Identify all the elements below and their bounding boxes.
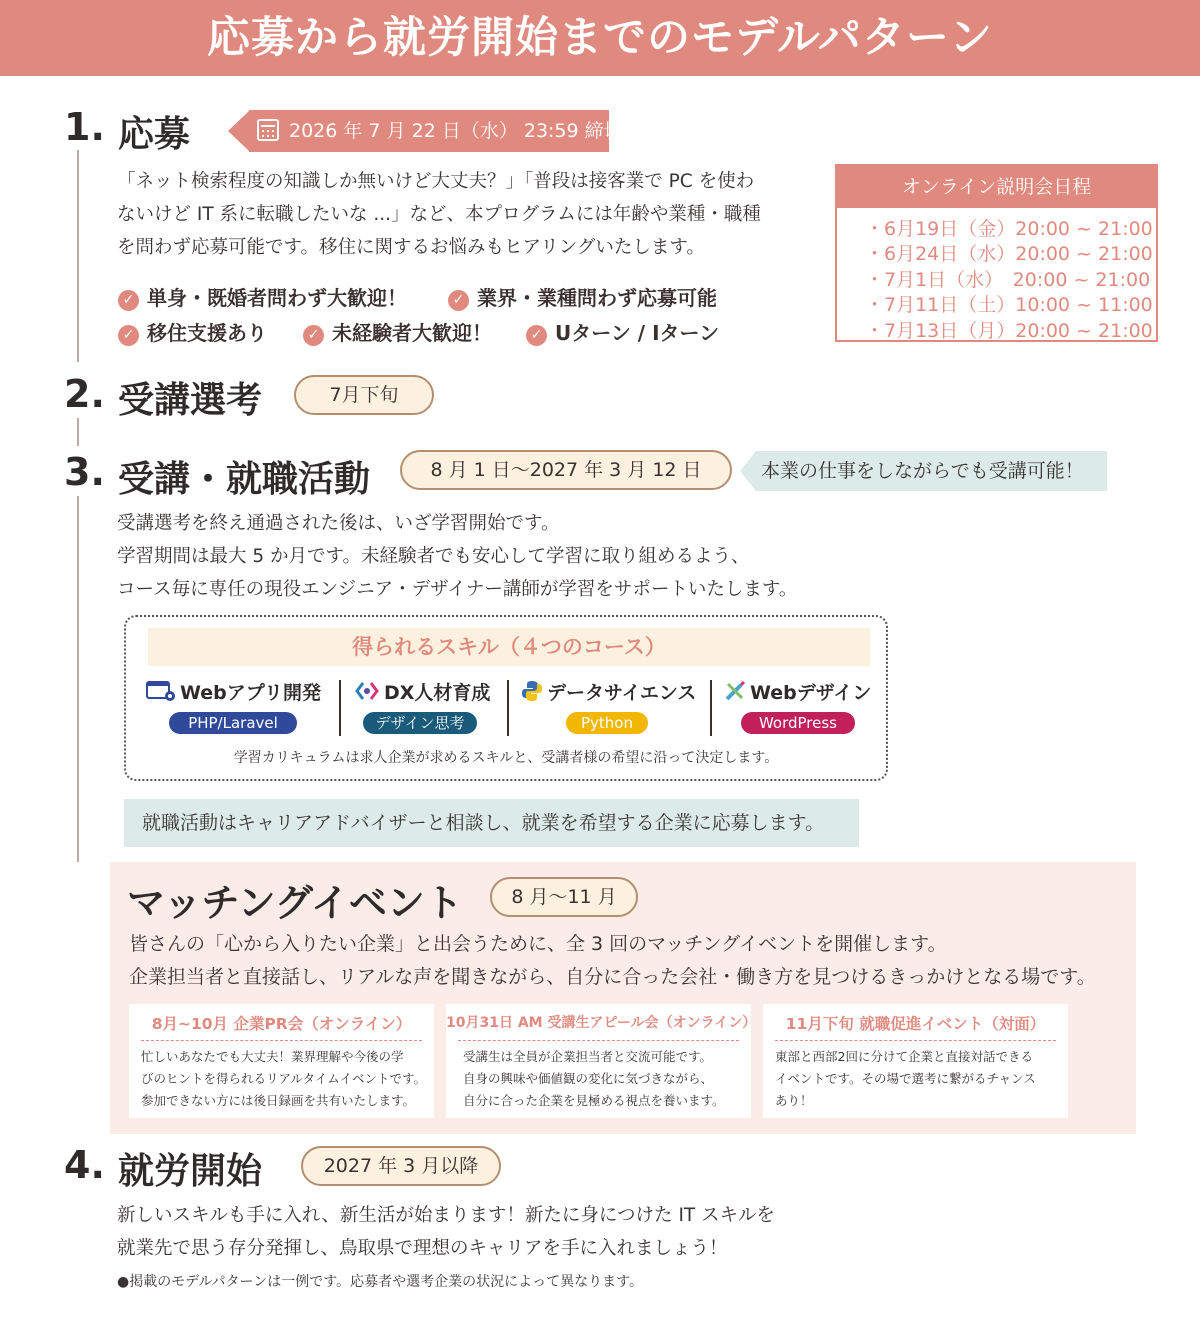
course-web-design bbox=[724, 678, 871, 707]
event-body bbox=[775, 1046, 1036, 1112]
event-card bbox=[129, 1004, 434, 1118]
schedule-row: ・6月24日（水）20:00 ~ 21:00 bbox=[865, 243, 1153, 265]
body-line: 就業先で思う存分発揮し、鳥取県で理想のキャリアを手に入れましょう！ bbox=[117, 1238, 728, 1259]
timeline-line bbox=[77, 496, 79, 862]
check-item bbox=[303, 317, 492, 346]
design-icon bbox=[724, 680, 746, 707]
step-3-note: 本業の仕事をしながらでも受講可能！ bbox=[755, 451, 1107, 491]
web-app-icon bbox=[146, 680, 176, 707]
event-divider bbox=[141, 1040, 422, 1041]
python-icon bbox=[521, 680, 543, 707]
step-4-number: 4. bbox=[64, 1143, 105, 1187]
course-divider bbox=[710, 680, 712, 736]
event-line: イベントです。その場で選考に繋がるチャンス bbox=[775, 1071, 1036, 1086]
schedule-row: ・7月13日（月）20:00 ~ 21:00 bbox=[865, 320, 1153, 342]
matching-date-pill: 8 月～11 月 bbox=[490, 877, 638, 917]
check-item bbox=[118, 282, 407, 311]
step-1-number: 1. bbox=[64, 105, 105, 149]
step-1-body bbox=[117, 165, 761, 264]
course-tag: WordPress bbox=[741, 712, 855, 734]
check-label: 移住支援あり bbox=[147, 321, 267, 345]
schedule-row: ・7月1日（水） 20:00 ~ 21:00 bbox=[865, 269, 1151, 291]
event-divider bbox=[775, 1040, 1056, 1041]
check-icon: ✓ bbox=[448, 290, 469, 311]
matching-body bbox=[129, 928, 1096, 994]
course-tag: Python bbox=[566, 712, 648, 734]
event-line: 東部と西部2回に分けて企業と直接対話できる bbox=[775, 1049, 1033, 1064]
footnote: ●掲載のモデルパターンは一例です。応募者や選考企業の状況によって異なります。 bbox=[117, 1274, 644, 1290]
course-divider bbox=[339, 680, 341, 736]
skills-title: 得られるスキル（４つのコース） bbox=[148, 628, 870, 666]
deadline-badge bbox=[249, 110, 623, 152]
matching-title: マッチングイベント bbox=[127, 881, 463, 925]
body-line: 皆さんの「心から入りたい企業」と出会うために、全 3 回のマッチングイベントを開催します。 bbox=[129, 933, 947, 955]
event-line: 自分に合った企業を見極める視点を養います。 bbox=[463, 1093, 725, 1108]
course-divider bbox=[507, 680, 509, 736]
body-line: 企業担当者と直接話し、リアルな声を聞きながら、自分に合った会社・働き方を見つけるきっかけとなる場です。 bbox=[129, 966, 1096, 988]
event-body bbox=[463, 1046, 725, 1112]
check-icon: ✓ bbox=[118, 290, 139, 311]
check-item bbox=[448, 282, 717, 311]
event-card bbox=[446, 1004, 757, 1118]
step-4-body bbox=[117, 1199, 775, 1265]
step-2-date-pill: 7月下旬 bbox=[294, 375, 434, 415]
dx-icon bbox=[354, 680, 380, 707]
body-line: を問わず応募可能です。移住に関するお悩みもヒアリングいたします。 bbox=[117, 237, 705, 258]
step-4-title: 就労開始 bbox=[118, 1151, 263, 1192]
body-line: ないけど IT 系に転職したいな ...」など、本プログラムには年齢や業種・職種 bbox=[117, 204, 761, 225]
schedule-row: ・6月19日（金）20:00 ~ 21:00 bbox=[865, 218, 1153, 240]
event-line: びのヒントを得られるリアルタイムイベントです。 bbox=[141, 1071, 427, 1086]
event-line: 自身の興味や価値観の変化に気づきながら、 bbox=[463, 1071, 714, 1086]
step-3-date-pill: 8 月 1 日～2027 年 3 月 12 日 bbox=[400, 450, 732, 490]
online-schedule-box bbox=[835, 164, 1158, 342]
career-note: 就職活動はキャリアアドバイザーと相談し、就業を希望する企業に応募します。 bbox=[124, 799, 859, 847]
check-label: Uターン / Iターン bbox=[555, 321, 720, 345]
course-name: DX人材育成 bbox=[384, 682, 491, 704]
course-web-app bbox=[146, 678, 321, 707]
course-dx bbox=[354, 678, 490, 707]
schedule-row: ・7月11日（土）10:00 ~ 11:00 bbox=[865, 294, 1153, 316]
timeline-line bbox=[77, 418, 79, 446]
step-2-title: 受講選考 bbox=[118, 380, 263, 421]
check-label: 単身・既婚者問わず大歓迎！ bbox=[147, 286, 407, 310]
event-body bbox=[141, 1046, 426, 1112]
body-line: 受講選考を終え通過された後は、いざ学習開始です。 bbox=[117, 513, 560, 534]
deadline-text: 2026 年 7 月 22 日（水） 23:59 締切 bbox=[289, 120, 623, 142]
event-title: 11月下旬 就職促進イベント（対面） bbox=[785, 1015, 1046, 1033]
event-line: 受講生は全員が企業担当者と交流可能です。 bbox=[463, 1049, 713, 1064]
body-line: 学習期間は最大 5 か月です。未経験者でも安心して学習に取り組めるよう、 bbox=[117, 546, 750, 567]
calendar-icon bbox=[257, 119, 279, 141]
check-item bbox=[526, 317, 719, 346]
note-arrow bbox=[740, 451, 756, 491]
event-line: 忙しいあなたでも大丈夫！業界理解や今後の学 bbox=[141, 1049, 404, 1064]
online-schedule-title: オンライン説明会日程 bbox=[837, 166, 1156, 208]
step-3-body bbox=[117, 507, 797, 606]
event-divider bbox=[458, 1040, 739, 1041]
timeline-line bbox=[77, 150, 79, 362]
event-title: 8月~10月 企業PR会（オンライン） bbox=[151, 1015, 412, 1033]
page-title: 応募から就労開始までのモデルパターン bbox=[207, 13, 993, 63]
event-card bbox=[763, 1004, 1068, 1118]
step-1-title: 応募 bbox=[118, 114, 191, 155]
check-icon: ✓ bbox=[303, 325, 324, 346]
check-item bbox=[118, 317, 267, 346]
body-line: 「ネット検索程度の知識しか無いけど大丈夫？」「普段は接客業で PC を使わ bbox=[117, 171, 755, 192]
event-title: 10月31日 AM 受講生アピール会（オンライン） bbox=[446, 1015, 757, 1031]
body-line: 新しいスキルも手に入れ、新生活が始まります！新たに身につけた IT スキルを bbox=[117, 1205, 775, 1226]
deadline-arrow bbox=[228, 110, 250, 152]
check-label: 未経験者大歓迎！ bbox=[332, 321, 492, 345]
step-4-date-pill: 2027 年 3 月以降 bbox=[301, 1146, 501, 1186]
course-tag: PHP/Laravel bbox=[169, 712, 297, 734]
body-line: コース毎に専任の現役エンジニア・デザイナー講師が学習をサポートいたします。 bbox=[117, 579, 798, 600]
step-3-number: 3. bbox=[64, 450, 105, 494]
event-line: あり！ bbox=[775, 1093, 813, 1108]
skills-note: 学習カリキュラムは求人企業が求めるスキルと、受講者様の希望に沿って決定します。 bbox=[233, 750, 779, 766]
course-name: Webアプリ開発 bbox=[180, 682, 322, 704]
step-3-title: 受講・就職活動 bbox=[118, 459, 371, 500]
check-icon: ✓ bbox=[526, 325, 547, 346]
course-data-science bbox=[521, 678, 696, 707]
course-name: Webデザイン bbox=[750, 682, 872, 704]
event-line: 参加できない方には後日録画を共有いたします。 bbox=[141, 1093, 416, 1108]
course-name: データサイエンス bbox=[547, 682, 697, 704]
course-tag: デザイン思考 bbox=[363, 712, 477, 734]
check-label: 業界・業種問わず応募可能 bbox=[477, 286, 717, 310]
step-2-number: 2. bbox=[64, 372, 105, 416]
check-icon: ✓ bbox=[118, 325, 139, 346]
